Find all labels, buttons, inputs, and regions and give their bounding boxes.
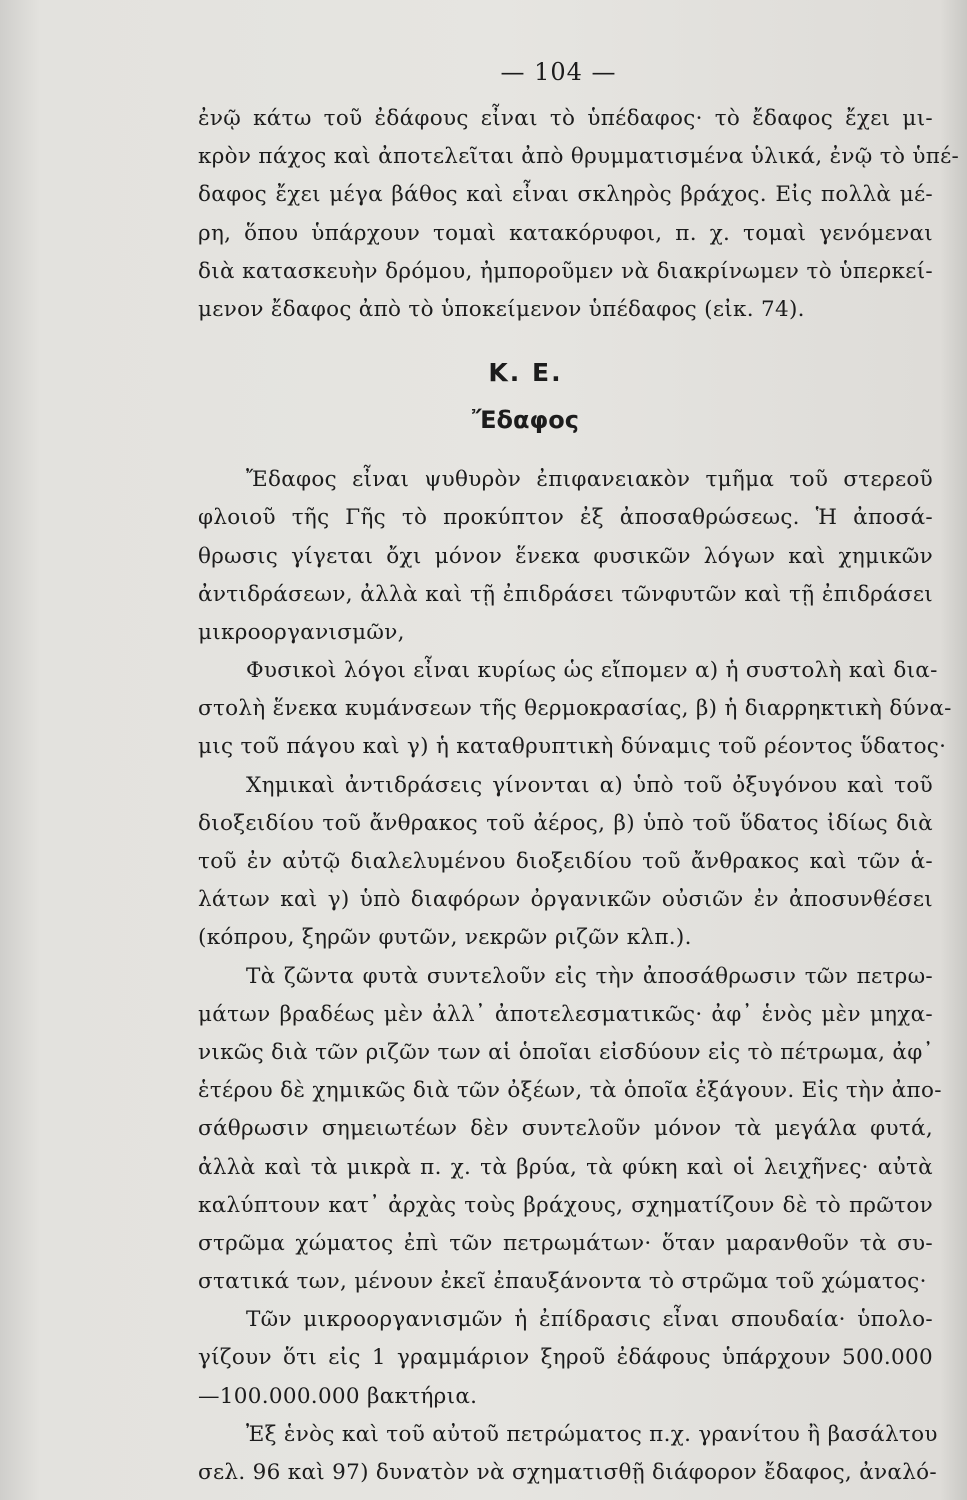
text-line: σελ. 96 καὶ 97) δυνατὸν νὰ σχηματισθῇ διάφορον ἔδαφος, ἀναλό- [198, 1460, 937, 1485]
paragraph-definition [198, 461, 933, 652]
text-line: μάτων βραδέως μὲν ἀλλ᾽ ἀποτελεσματικῶς· ἀφ᾽ ἑνὸς μὲν μηχα- [198, 1001, 933, 1027]
text-line: ρη, ὅπου ὑπάρχουν τομαὶ κατακόρυφοι, π. χ. τομαὶ γενόμεναι [198, 220, 933, 246]
text-line: μις τοῦ πάγου καὶ γ) ἡ καταθρυπτικὴ δύναμις τοῦ ρέοντος ὕδατος· [198, 734, 947, 760]
section-title: Ἔδαφος [471, 406, 579, 435]
text-line: (κόπρου, ξηρῶν φυτῶν, νεκρῶν ριζῶν κλπ.). [198, 925, 692, 951]
text-line: κρὸν πάχος καὶ ἀποτελεῖται ἀπὸ θρυμματισμένα ὑλικά, ἐνῷ τὸ ὑπέ- [198, 144, 960, 170]
paragraph-microorganisms [198, 1301, 933, 1416]
text-line: —100.000.000 βακτήρια. [198, 1383, 478, 1409]
text-line: ἐνῷ κάτω τοῦ ἐδάφους εἶναι τὸ ὑπέδαφος· τὸ ἔδαφος ἔχει μι- [198, 106, 933, 131]
text-line: Τὰ ζῶντα φυτὰ συντελοῦν εἰς τὴν ἀποσάθρωσιν τῶν πετρω- [246, 963, 933, 989]
text-line: λάτων καὶ γ) ὑπὸ διαφόρων ὀργανικῶν οὐσιῶν ἐν ἀποσυνθέσει [198, 887, 933, 913]
paragraph-same-rock [198, 1416, 938, 1492]
text-line: φλοιοῦ τῆς Γῆς τὸ προκύπτον ἐξ ἀποσαθρώσεως. Ἡ ἀποσά- [198, 505, 933, 531]
text-line: μενον ἔδαφος ἀπὸ τὸ ὑποκείμενον ὑπέδαφος (εἰκ. 74). [198, 296, 805, 322]
text-line: Χημικαὶ ἀντιδράσεις γίνονται α) ὑπὸ τοῦ ὀξυγόνου καὶ τοῦ [246, 772, 933, 798]
text-line: μικροοργανισμῶν, [198, 619, 405, 645]
text-line: ἀλλὰ καὶ τὰ μικρὰ π. χ. τὰ βρύα, τὰ φύκη καὶ οἱ λειχῆνες· αὐτὰ [198, 1154, 933, 1180]
text-line: σάθρωσιν σημειωτέων δὲν συντελοῦν μόνον τὰ μεγάλα φυτά, [198, 1116, 933, 1142]
text-line: Φυσικοὶ λόγοι εἶναι κυρίως ὡς εἴπομεν α) ἡ συστολὴ καὶ δια- [246, 658, 938, 684]
paragraph-living-plants [198, 958, 942, 1302]
text-line: νικῶς διὰ τῶν ριζῶν των αἱ ὁποῖαι εἰσδύουν εἰς τὸ πέτρωμα, ἀφ᾽ [198, 1039, 934, 1065]
text-line: Ἐξ ἑνὸς καὶ τοῦ αὐτοῦ πετρώματος π.χ. γρανίτου ἢ βασάλτου [246, 1421, 938, 1447]
text-line: τοῦ ἐν αὐτῷ διαλελυμένου διοξειδίου τοῦ ἄνθρακος καὶ τῶν ἁ- [198, 849, 933, 874]
text-line: δαφος ἔχει μέγα βάθος καὶ εἶναι σκληρὸς βράχος. Εἰς πολλὰ μέ- [198, 182, 933, 208]
text-line: διὰ κατασκευὴν δρόμου, ἠμποροῦμεν νὰ διακρίνωμεν τὸ ὑπερκεί- [198, 258, 933, 284]
text-line: καλύπτουν κατ᾽ ἀρχὰς τοὺς βράχους, σχηματίζουν δὲ τὸ πρῶτον [198, 1192, 933, 1218]
paragraph-physical-causes [198, 652, 952, 767]
text-line: στολὴ ἕνεκα κυμάνσεων τῆς θερμοκρασίας, β) ἡ διαρρηκτικὴ δύνα- [198, 696, 952, 722]
text-line: στρῶμα χώματος ἐπὶ τῶν πετρωμάτων· ὅταν μαρανθοῦν τὰ συ- [198, 1230, 933, 1256]
page-body [198, 100, 960, 1492]
text-line: θρωσις γίγεται ὄχι μόνον ἕνεκα φυσικῶν λόγων καὶ χημικῶν [198, 543, 933, 569]
paragraph-chemical-reactions [198, 767, 933, 958]
intro-paragraph [198, 100, 960, 329]
text-line: γίζουν ὅτι εἰς 1 γραμμάριον ξηροῦ ἐδάφους ὑπάρχουν 500.000 [198, 1345, 933, 1371]
page-number: — 104 — [500, 58, 617, 86]
text-line: Ἔδαφος εἶναι ψυθυρὸν ἐπιφανειακὸν τμῆμα τοῦ στερεοῦ [246, 467, 933, 493]
text-line: διοξειδίου τοῦ ἄνθρακος τοῦ ἀέρος, β) ὑπὸ τοῦ ὕδατος ἰδίως διὰ [198, 810, 933, 836]
text-line: Τῶν μικροοργανισμῶν ἡ ἐπίδρασις εἶναι σπουδαία· ὑπολο- [246, 1307, 933, 1333]
text-line: ἀντιδράσεων, ἀλλὰ καὶ τῇ ἐπιδράσει τῶνφυτῶν καὶ τῇ ἐπιδράσει [198, 581, 933, 607]
text-line: ἑτέρου δὲ χημικῶς διὰ τῶν ὀξέων, τὰ ὁποῖα ἐξάγουν. Εἰς τὴν ἀπο- [198, 1078, 942, 1104]
text-line: στατικά των, μένουν ἐκεῖ ἐπαυξάνοντα τὸ στρῶμα τοῦ χώματος· [198, 1269, 927, 1295]
section-label: Κ. Ε. [488, 358, 563, 388]
